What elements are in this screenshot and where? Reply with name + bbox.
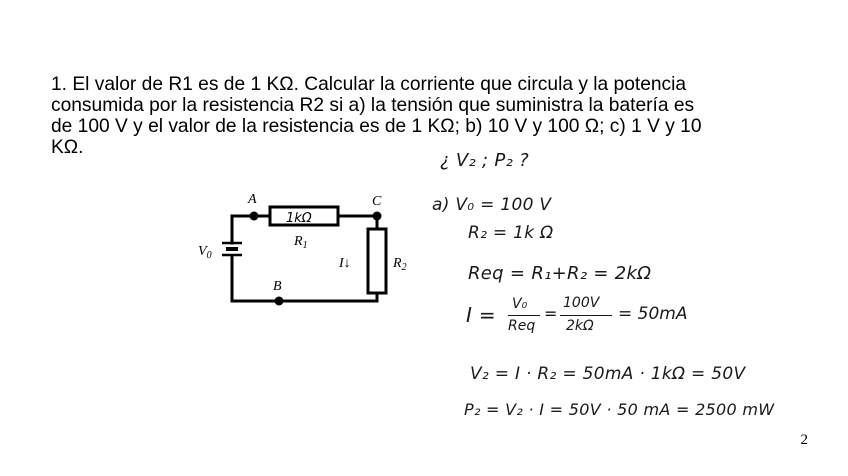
- current-frac2-numerator: 100V: [563, 295, 600, 311]
- resistor-r2: [368, 229, 386, 293]
- node-c-dot: [373, 212, 382, 221]
- node-b-label: B: [273, 279, 282, 294]
- r1-handwritten-value: 1kΩ: [286, 211, 312, 226]
- circuit-diagram: [190, 185, 430, 315]
- req-line: Req = R₁+R₂ = 2kΩ: [468, 263, 652, 284]
- problem-line-4: KΩ.: [51, 137, 84, 158]
- node-a-label: A: [248, 192, 257, 207]
- problem-statement: [51, 74, 771, 158]
- problem-line-1: 1. El valor de R1 es de 1 KΩ. Calcular la corriente que circula y la potencia: [51, 74, 687, 95]
- problem-line-2: consumida por la resistencia R2 si a) la tensión que suministra la batería es: [51, 95, 695, 116]
- problem-line-3: de 100 V y el valor de la resistencia es de 1 KΩ; b) 10 V y 100 Ω; c) 1 V y 10: [51, 116, 702, 137]
- page-number: 2: [800, 432, 808, 448]
- p2-line: P₂ = V₂ · I = 50V · 50 mA = 2500 mW: [464, 400, 775, 419]
- node-b-dot: [275, 297, 284, 306]
- current-label: I↓: [339, 256, 351, 271]
- current-result: = 50mA: [618, 304, 688, 324]
- current-frac1-denominator: Req: [508, 318, 536, 334]
- source-label: $V_0$: [198, 244, 212, 261]
- r2-label: $R_2$: [393, 256, 407, 273]
- current-lhs: I =: [466, 303, 496, 327]
- node-a-dot: [250, 212, 259, 221]
- current-eq1: =: [544, 304, 558, 323]
- current-frac1-numerator: V₀: [512, 296, 528, 312]
- r1-label: $R_1$: [294, 234, 308, 251]
- current-frac2-bar: [560, 315, 612, 316]
- node-c-label: C: [372, 194, 382, 209]
- question-line: ¿ V₂ ; P₂ ?: [440, 150, 529, 171]
- current-frac2-denominator: 2kΩ: [566, 318, 594, 334]
- part-a-r2-line: R₂ = 1k Ω: [468, 223, 554, 243]
- v2-line: V₂ = I · R₂ = 50mA · 1kΩ = 50V: [470, 364, 746, 384]
- part-a-v0-line: a) V₀ = 100 V: [432, 195, 552, 215]
- current-frac1-bar: [508, 315, 540, 316]
